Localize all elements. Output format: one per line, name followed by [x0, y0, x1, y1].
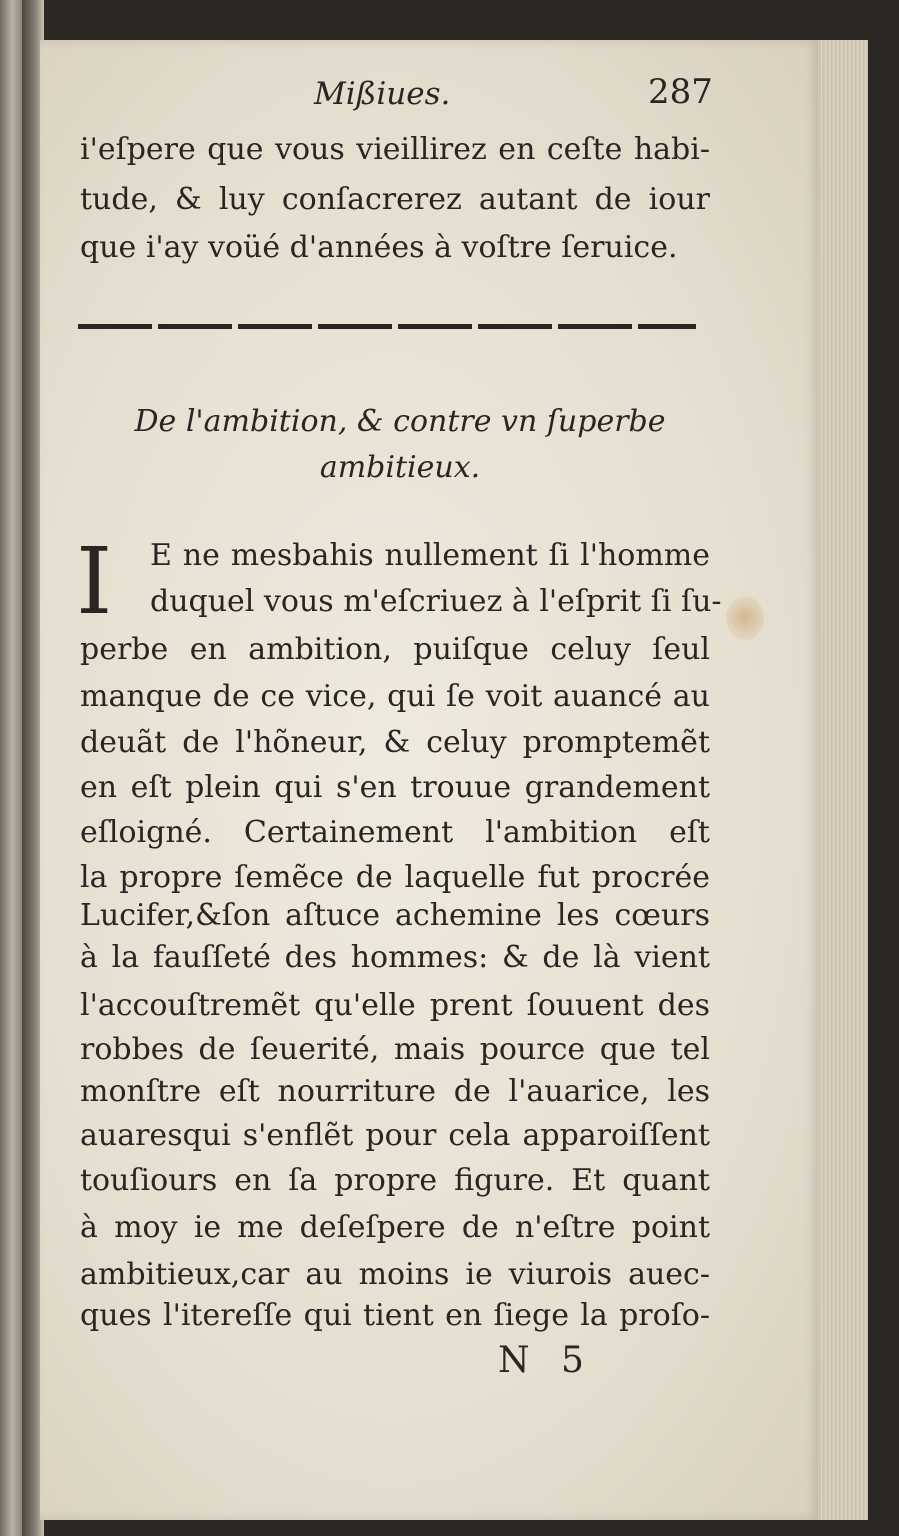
body-line: l'accouſtremẽt qu'elle prent ſouuent des [80, 988, 710, 1023]
facing-page-edge [0, 0, 22, 1536]
body-line: la propre ſemẽce de laquelle fut procrée [80, 860, 710, 895]
body-line: ques l'itereſſe qui tient en ſiege la proſo- [80, 1298, 710, 1333]
body-line: touſiours en ſa propre figure. Et quant [80, 1163, 710, 1198]
drop-cap: I [76, 528, 113, 635]
text-line: que i'ay voüé d'années à voſtre ſeruice. [80, 230, 678, 265]
chapter-title-line: De l'ambition, & contre vn ſuperbe [134, 404, 666, 439]
body-line: robbes de ſeuerité, mais pource que tel [80, 1032, 710, 1067]
running-head: Mißiues. [314, 76, 451, 112]
chapter-title-line: ambitieux. [319, 450, 481, 485]
body-line: à moy ie me deſeſpere de n'eſtre point [80, 1210, 710, 1245]
body-line: manque de ce vice, qui ſe voit auancé au [80, 679, 710, 714]
body-line: perbe en ambition, puiſque celuy ſeul [80, 632, 710, 667]
body-line: à la fauſſeté des hommes: & de là vient [80, 940, 710, 975]
page-number: 287 [648, 72, 713, 112]
text-line: tude, & luy conſacrerez autant de iour [80, 182, 710, 217]
text-line: i'eſpere que vous vieillirez en ceſte habi- [80, 132, 710, 167]
paper-stain [726, 596, 764, 640]
body-line: eſloigné. Certainement l'ambition eſt [80, 815, 710, 850]
signature-mark: N 5 [498, 1340, 594, 1381]
body-line: auaresqui s'enflẽt pour cela apparoiſſent [80, 1118, 710, 1153]
body-line: deuãt de l'hõneur, & celuy promptemẽt [80, 725, 710, 760]
body-line: E ne mesbahis nullement ſi l'homme [150, 538, 710, 573]
ornamental-rule [78, 324, 696, 329]
body-line: Lucifer,&ſon aſtuce achemine les cœurs [80, 898, 710, 933]
body-line: monſtre eſt nourriture de l'auarice, les [80, 1074, 710, 1109]
body-line: ambitieux,car au moins ie viurois auec- [80, 1257, 710, 1292]
body-line: duquel vous m'eſcriuez à l'eſprit ſi ſu- [150, 584, 722, 619]
page-block-edge [818, 40, 868, 1520]
body-line: en eſt plein qui s'en trouue grandement [80, 770, 710, 805]
